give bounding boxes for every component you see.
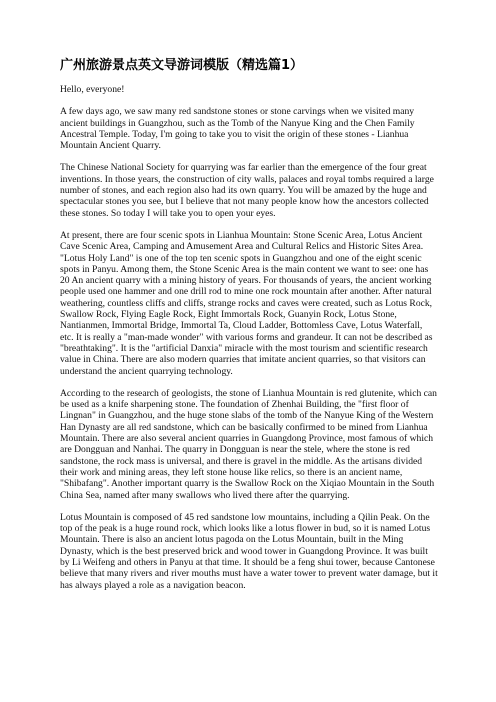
paragraph-intro: A few days ago, we saw many red sandstone stones or stone carvings when we visited many ancient buildings in Guangzhou, such as the Tomb of the Nanyue King and the Chen Family Ancestral Temple. Today, I'm going to take you to visit the origin of these stones - Lianhua Mountain Ancient Quarry. (60, 106, 415, 152)
document-title: 广州旅游景点英文导游词模版（精选篇1） (60, 58, 304, 73)
paragraph-lotus-mountain: Lotus Mountain is composed of 45 red sandstone low mountains, including a Qilin Peak. On the top of the peak is a huge round rock, which looks like a lotus flower in bud, so it is named Lotus Mountain. There is also an ancient lotus pagoda on the Lotus Mountain, built in the Ming Dynasty, which is the best preserved brick and wood tower in Guangdong Province. It was built by Li Weifeng and others in Panyu at that time. It should be a feng shui tower, because Cantonese believe that many rivers and river mouths must have a water tower to prevent water damage, but it has always played a role as a navigation beacon. (60, 511, 438, 591)
paragraph-geology: According to the research of geologists, the stone of Lianhua Mountain is red glutenite, which can be used as a knife sharpening stone. The foundation of Zhenhai Building, the "first floor of Lingnan" in Guangzhou, and the huge stone slabs of the tomb of the Nanyue King of the Western Han Dynasty are all red sandstone, which can be basically confirmed to be mined from Lianhua Mountain. There are also several ancient quarries in Guangdong Province, most famous of which are Dongguan and Nanhai. The quarry in Dongguan is near the stele, where the stone is red sandstone, the rock mass is universal, and there is gravel in the middle. As the artisans divided their work and mining areas, they left stone house like relics, so there is an ancient name, "Shibafang". Another important quarry is the Swallow Rock on the Xiqiao Mountain in the South China Sea, named after many swallows who lived there after the quarrying. (60, 387, 437, 501)
paragraph-quarrying-history: The Chinese National Society for quarrying was far earlier than the emergence of the four great inventions. In those years, the construction of city walls, palaces and royal tombs required a large number of stones, and each region also had its own quarry. You will be amazed by the huge and spectacular stones you see, but I believe that not many people know how the ancestors collected these stones. So today I will take you to open your eyes. (60, 162, 434, 219)
paragraph-greeting: Hello, everyone! (60, 84, 125, 95)
paragraph-scenic-spots: At present, there are four scenic spots in Lianhua Mountain: Stone Scenic Area, Lotus Ancient Cave Scenic Area, Camping and Amusement Area and Cultural Relics and Historic Sites Area. "Lotus Holy Land" is one of the top ten scenic spots in Guangzhou and one of the eight scenic spots in Panyu. Among them, the Stone Scenic Area is the main content we want to see: one has 20 An ancient quarry with a mining history of years. For thousands of years, the ancient working people used one hammer and one drill rod to mine one rock mountain after another. After natural weathering, countless cliffs and cliffs, strange rocks and caves were created, such as Lotus Rock, Swallow Rock, Flying Eagle Rock, Eight Immortals Rock, Guanyin Rock, Lotus Stone, Nantianmen, Immortal Bridge, Immortal Ta, Cloud Ladder, Bottomless Cave, Lotus Waterfall, etc. It is really a "man-made wonder" with various forms and grandeur. It can not be described as "breathtaking". It is the "artificial Danxia" miracle with the most tourism and scientific research value in China. There are also modern quarries that imitate ancient quarries, so that visitors can understand the ancient quarrying technology. (60, 229, 433, 377)
